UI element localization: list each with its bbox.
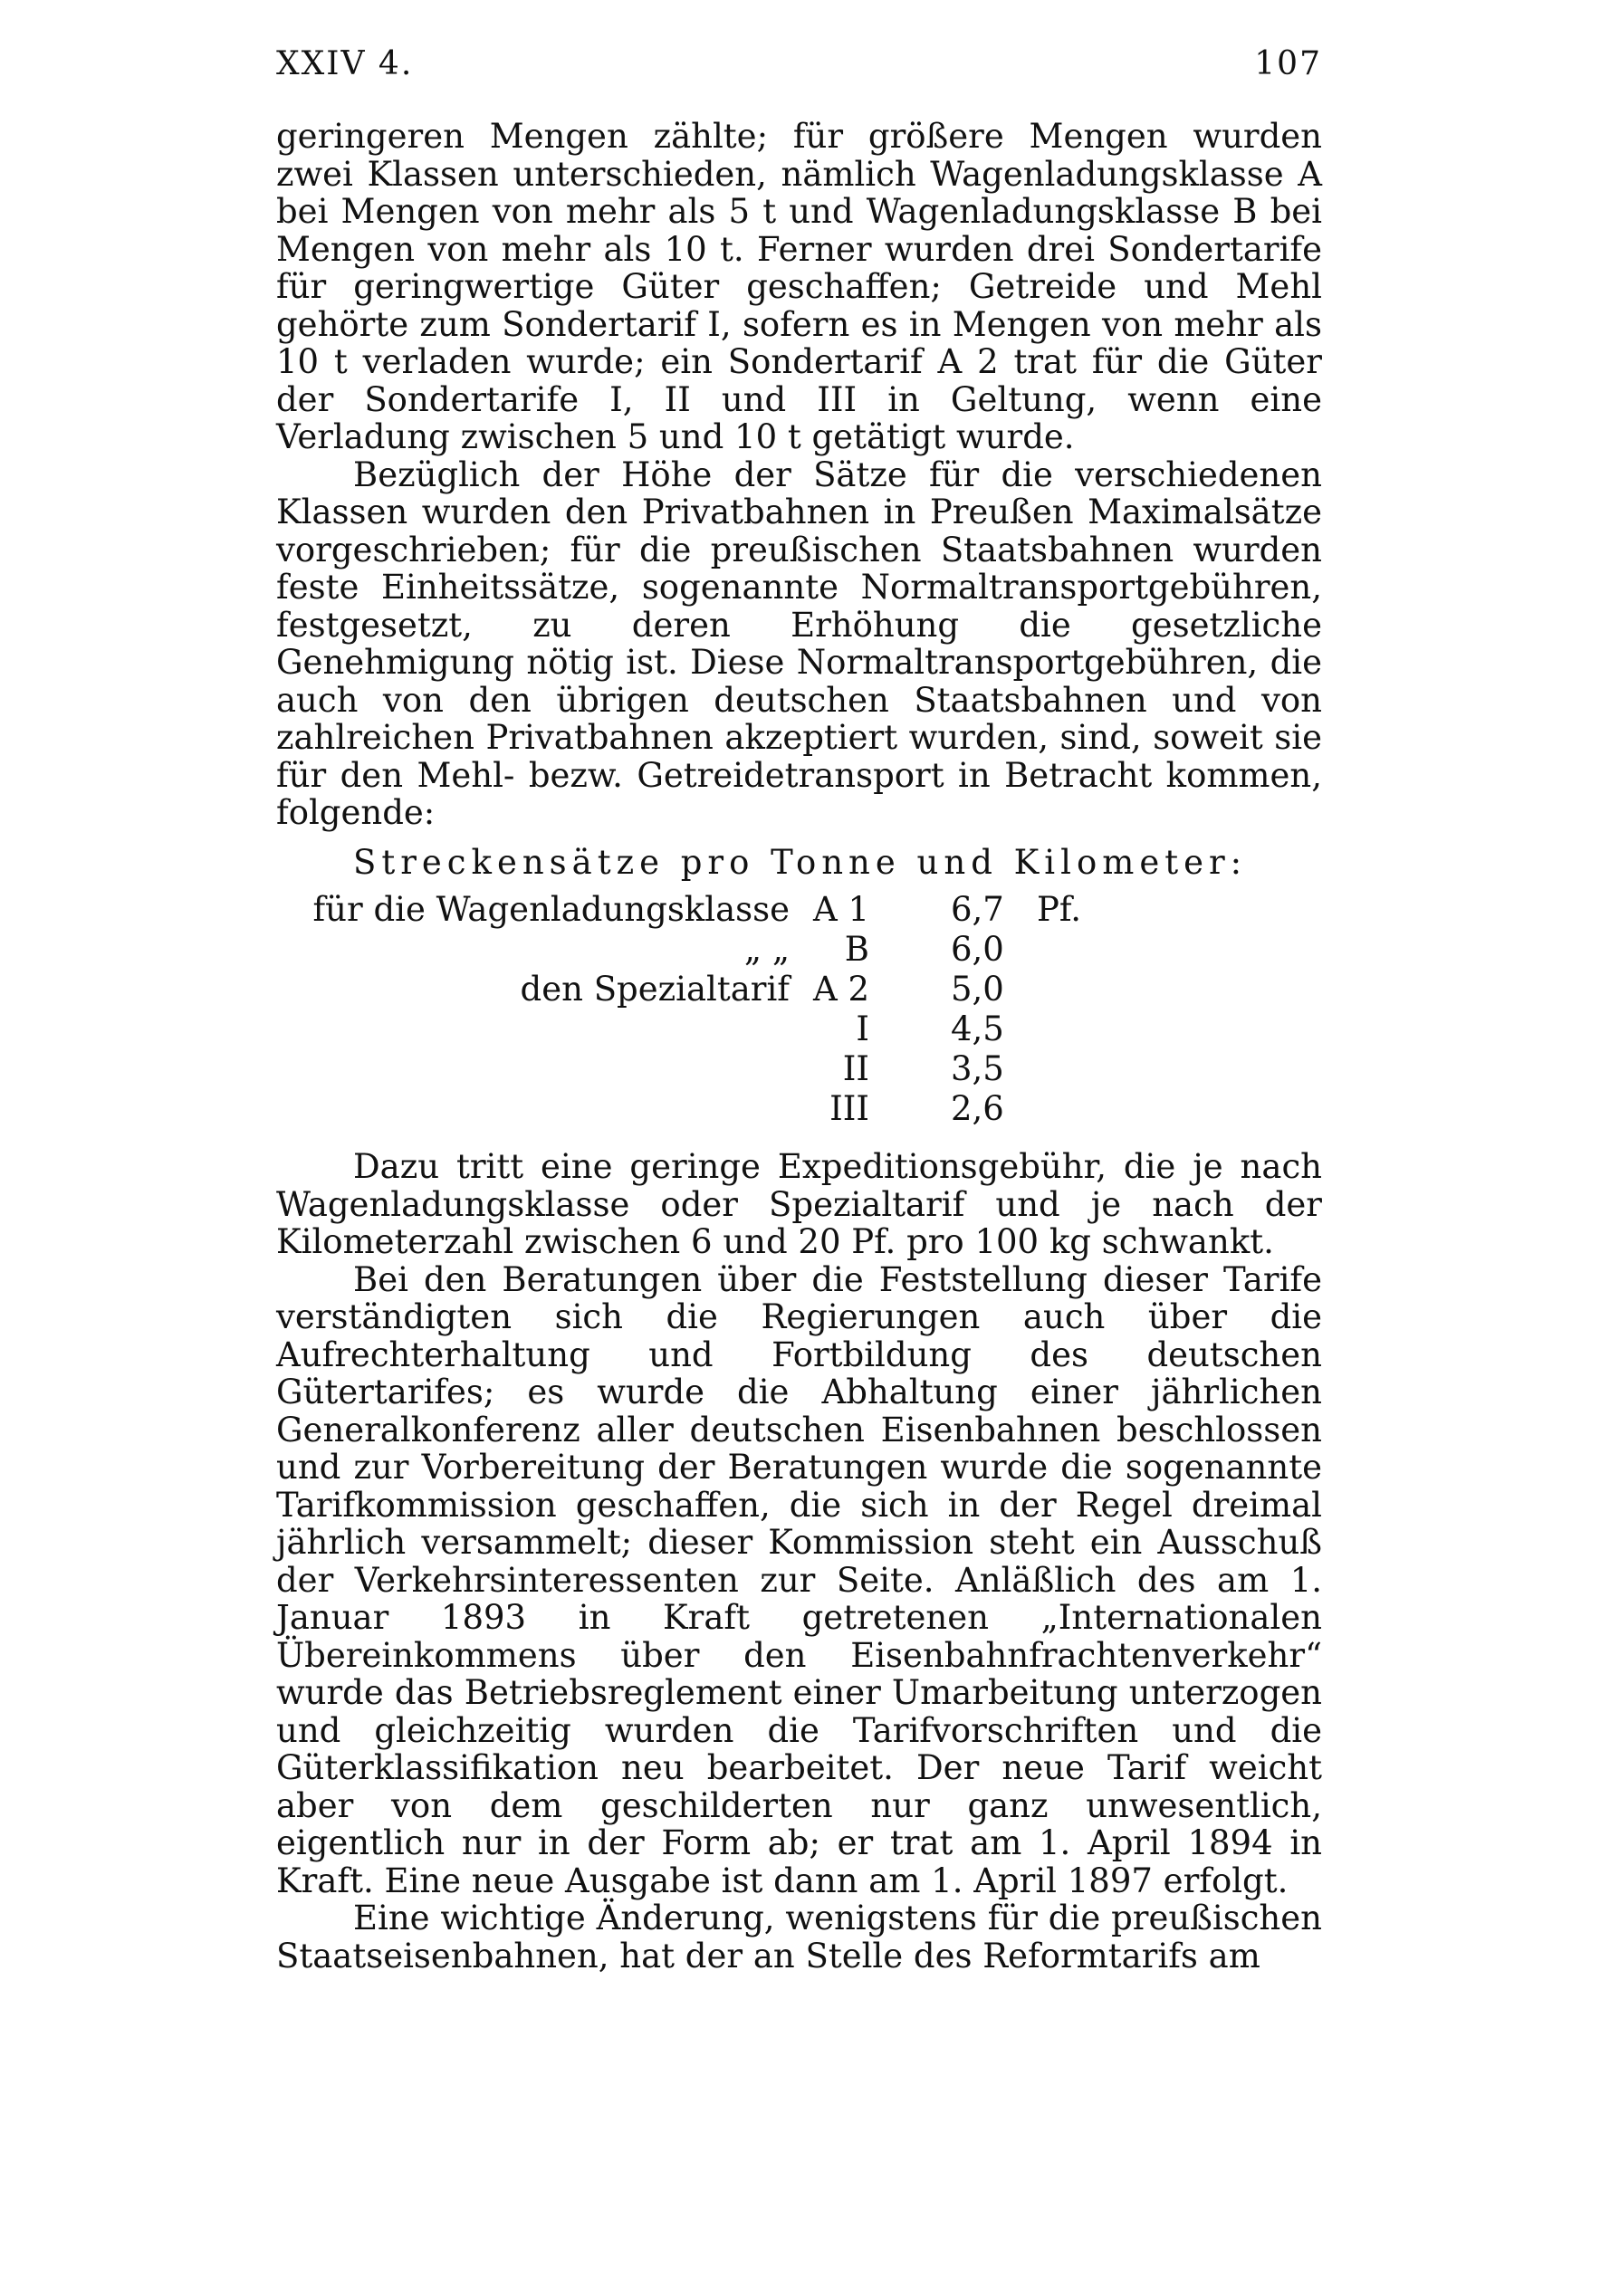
paragraph-rates-intro: Bezüglich der Höhe der Sätze für die verschiedenen Klassen wurden den Privatbahnen in Preußen Maximalsätze vorgeschrieben; für die preußischen Staatsbahnen wurden feste Einheitssätze, sogenannte Normaltransportgebühren, festgesetzt, zu deren Erhöhung die gesetzliche Genehmigung nötig ist. Diese Normaltransportgebühren, die auch von den übrigen deutschen Staatsbahnen und von zahlreichen Privatbahnen akzeptiert wurden, sind, soweit sie für den Mehl- bezw. Getreidetransport in Betracht kommen, folgende: <box>276 454 1322 832</box>
page-number: 107 <box>1254 45 1322 82</box>
rate-value: 5,0 <box>951 970 1004 1009</box>
section-label: XXIV 4. <box>276 45 414 82</box>
paragraph-important-change: Eine wichtige Änderung, wenigstens für die preußischen Staatseisenbahnen, hat der an Stelle des Reformtarifs am <box>276 1899 1322 1976</box>
paragraph-continuation: geringeren Mengen zählte; für größere Mengen wurden zwei Klassen unterschieden, nämlich Wagenladungsklasse A bei Mengen von mehr als 5 t und Wagenladungsklasse B bei Mengen von mehr als 10 t. Ferner wurden drei Sondertarife für geringwertige Güter geschaffen; Getreide und Mehl gehörte zum Sondertarif I, sofern es in Mengen von mehr als 10 t verladen wurde; ein Sondertarif A 2 trat für die Güter der Sondertarife I, II und III in Geltung, wenn eine Verladung zwischen 5 und 10 t getätigt wurde. <box>276 117 1322 456</box>
rate-row <box>353 1009 1168 1049</box>
rate-value: 6,7 <box>951 890 1004 929</box>
rates-table-title: Streckensätze pro Tonne und Kilometer: <box>353 843 1248 882</box>
paragraph-tariff-commission: Bei den Beratungen über die Feststellung dieser Tarife verständigten sich die Regierungen auch über die Aufrechterhaltung und Fortbildung des deutschen Gütertarifes; es wurde die Abhaltung einer jährlichen Generalkonferenz aller deutschen Eisenbahnen beschlossen und zur Vorbereitung der Beratungen wurde die sogenannte Tarifkommission geschaffen, die sich in der Regel dreimal jährlich versammelt; dieser Kommission steht ein Ausschuß der Verkehrsinteressenten zur Seite. Anläßlich des am 1. Januar 1893 in Kraft getretenen „Internationalen Übereinkommens über den Eisenbahnfrachtenverkehr“ wurde das Betriebsreglement einer Umarbeitung unterzogen und gleichzeitig wurden die Tarifvorschriften und die Güterklassifikation neu bearbeitet. Der neue Tarif weicht aber von dem geschilderten nur ganz unwesentlich, eigentlich nur in der Form ab; er trat am 1. April 1894 in Kraft. Eine neue Ausgabe ist dann am 1. April 1897 erfolgt. <box>276 1259 1322 1900</box>
rate-class: B <box>844 930 869 969</box>
rate-class: I <box>856 1009 869 1048</box>
running-header <box>276 45 1322 91</box>
rate-row <box>312 890 1168 930</box>
body-text-bottom <box>276 1148 1322 1975</box>
rate-row <box>353 1089 1168 1129</box>
rate-value: 4,5 <box>951 1009 1004 1048</box>
rate-row <box>353 930 1168 970</box>
paragraph-expedition-fee: Dazu tritt eine geringe Expeditionsgebühr, die je nach Wagenladungsklasse oder Spezialtarif und je nach der Kilometerzahl zwischen 6 und 20 Pf. pro 100 kg schwankt. <box>276 1147 1322 1261</box>
rate-value: 2,6 <box>951 1089 1004 1128</box>
rate-value: 6,0 <box>951 930 1004 969</box>
rate-value: 3,5 <box>951 1049 1004 1088</box>
rate-row <box>353 970 1168 1009</box>
rate-label: „ „ <box>743 930 790 969</box>
rate-class: A 2 <box>812 970 869 1009</box>
rate-class: III <box>829 1089 869 1128</box>
rate-class: A 1 <box>812 890 869 929</box>
rate-unit: Pf. <box>1037 890 1082 929</box>
rate-label: für die Wagenladungsklasse <box>312 890 790 929</box>
rate-label: den Spezialtarif <box>520 970 790 1009</box>
rate-class: II <box>842 1049 869 1088</box>
rate-row <box>353 1049 1168 1089</box>
body-text-top <box>276 118 1322 832</box>
